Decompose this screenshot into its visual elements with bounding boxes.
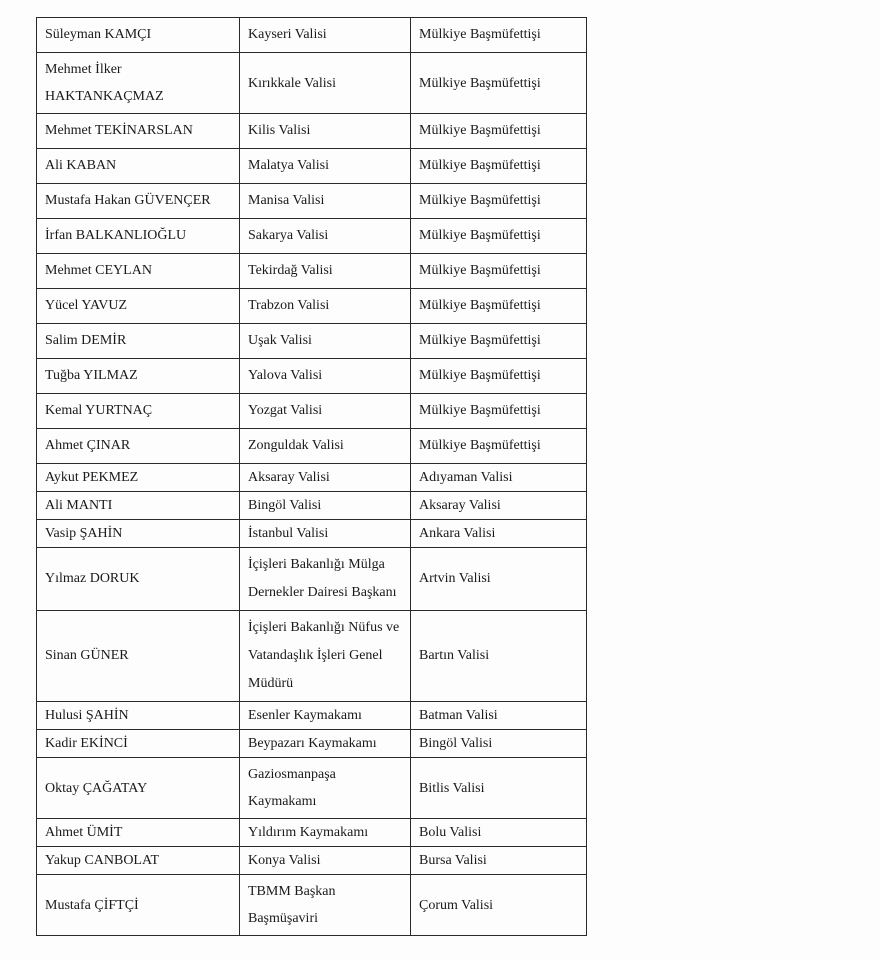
table-row xyxy=(37,464,587,492)
new-post-cell: Bingöl Valisi xyxy=(411,730,587,758)
table-row xyxy=(37,847,587,875)
table-row xyxy=(37,702,587,730)
person-name-cell: Yakup CANBOLAT xyxy=(37,847,240,875)
new-post-cell: Mülkiye Başmüfettişi xyxy=(411,114,587,149)
current-post-cell: Manisa Valisi xyxy=(240,184,411,219)
person-name-cell: Kemal YURTNAÇ xyxy=(37,394,240,429)
current-post-cell: Kayseri Valisi xyxy=(240,18,411,53)
new-post-cell: Mülkiye Başmüfettişi xyxy=(411,429,587,464)
table-row xyxy=(37,730,587,758)
table-row xyxy=(37,359,587,394)
table-row xyxy=(37,149,587,184)
new-post-cell: Mülkiye Başmüfettişi xyxy=(411,394,587,429)
new-post-cell: Bitlis Valisi xyxy=(411,758,587,819)
table-row xyxy=(37,254,587,289)
person-name-cell: Oktay ÇAĞATAY xyxy=(37,758,240,819)
table-row xyxy=(37,18,587,53)
current-post-cell: Kırıkkale Valisi xyxy=(240,53,411,114)
new-post-cell: Mülkiye Başmüfettişi xyxy=(411,289,587,324)
person-name-cell: Süleyman KAMÇI xyxy=(37,18,240,53)
table-row xyxy=(37,492,587,520)
table-row xyxy=(37,875,587,936)
current-post-cell: İçişleri Bakanlığı Nüfus ve Vatandaşlık İşleri Genel Müdürü xyxy=(240,611,411,702)
person-name-cell: Ahmet ÇINAR xyxy=(37,429,240,464)
new-post-cell: Mülkiye Başmüfettişi xyxy=(411,254,587,289)
person-name-cell: Yücel YAVUZ xyxy=(37,289,240,324)
table-row xyxy=(37,758,587,819)
person-name-cell: Ali KABAN xyxy=(37,149,240,184)
table-row xyxy=(37,324,587,359)
new-post-cell: Artvin Valisi xyxy=(411,548,587,611)
new-post-cell: Adıyaman Valisi xyxy=(411,464,587,492)
current-post-cell: Gaziosmanpaşa Kaymakamı xyxy=(240,758,411,819)
new-post-cell: Bolu Valisi xyxy=(411,819,587,847)
current-post-cell: Malatya Valisi xyxy=(240,149,411,184)
current-post-cell: Sakarya Valisi xyxy=(240,219,411,254)
current-post-cell: Uşak Valisi xyxy=(240,324,411,359)
person-name-cell: Ali MANTI xyxy=(37,492,240,520)
current-post-cell: Zonguldak Valisi xyxy=(240,429,411,464)
current-post-cell: İçişleri Bakanlığı Mülga Dernekler Dairesi Başkanı xyxy=(240,548,411,611)
person-name-cell: Mehmet TEKİNARSLAN xyxy=(37,114,240,149)
appointments-table xyxy=(36,17,587,936)
table-row xyxy=(37,429,587,464)
new-post-cell: Mülkiye Başmüfettişi xyxy=(411,359,587,394)
table-row xyxy=(37,611,587,702)
person-name-cell: Mustafa Hakan GÜVENÇER xyxy=(37,184,240,219)
person-name-cell: Vasip ŞAHİN xyxy=(37,520,240,548)
current-post-cell: Konya Valisi xyxy=(240,847,411,875)
current-post-cell: Aksaray Valisi xyxy=(240,464,411,492)
person-name-cell: Salim DEMİR xyxy=(37,324,240,359)
current-post-cell: Tekirdağ Valisi xyxy=(240,254,411,289)
current-post-cell: Yalova Valisi xyxy=(240,359,411,394)
person-name-cell: Sinan GÜNER xyxy=(37,611,240,702)
current-post-cell: Esenler Kaymakamı xyxy=(240,702,411,730)
current-post-cell: Beypazarı Kaymakamı xyxy=(240,730,411,758)
table-row xyxy=(37,289,587,324)
new-post-cell: Bursa Valisi xyxy=(411,847,587,875)
current-post-cell: Yozgat Valisi xyxy=(240,394,411,429)
table-row xyxy=(37,548,587,611)
person-name-cell: Aykut PEKMEZ xyxy=(37,464,240,492)
person-name-cell: İrfan BALKANLIOĞLU xyxy=(37,219,240,254)
table-row xyxy=(37,819,587,847)
new-post-cell: Aksaray Valisi xyxy=(411,492,587,520)
table-row xyxy=(37,114,587,149)
new-post-cell: Mülkiye Başmüfettişi xyxy=(411,18,587,53)
new-post-cell: Batman Valisi xyxy=(411,702,587,730)
new-post-cell: Mülkiye Başmüfettişi xyxy=(411,184,587,219)
current-post-cell: İstanbul Valisi xyxy=(240,520,411,548)
current-post-cell: Kilis Valisi xyxy=(240,114,411,149)
table-row xyxy=(37,53,587,114)
new-post-cell: Çorum Valisi xyxy=(411,875,587,936)
new-post-cell: Mülkiye Başmüfettişi xyxy=(411,149,587,184)
person-name-cell: Hulusi ŞAHİN xyxy=(37,702,240,730)
table-row xyxy=(37,394,587,429)
person-name-cell: Mehmet İlker HAKTANKAÇMAZ xyxy=(37,53,240,114)
table-row xyxy=(37,184,587,219)
table-row xyxy=(37,520,587,548)
person-name-cell: Tuğba YILMAZ xyxy=(37,359,240,394)
current-post-cell: TBMM Başkan Başmüşaviri xyxy=(240,875,411,936)
new-post-cell: Mülkiye Başmüfettişi xyxy=(411,53,587,114)
new-post-cell: Bartın Valisi xyxy=(411,611,587,702)
current-post-cell: Bingöl Valisi xyxy=(240,492,411,520)
appointments-table-body xyxy=(37,18,587,936)
table-row xyxy=(37,219,587,254)
new-post-cell: Ankara Valisi xyxy=(411,520,587,548)
new-post-cell: Mülkiye Başmüfettişi xyxy=(411,219,587,254)
person-name-cell: Yılmaz DORUK xyxy=(37,548,240,611)
person-name-cell: Kadir EKİNCİ xyxy=(37,730,240,758)
person-name-cell: Mehmet CEYLAN xyxy=(37,254,240,289)
person-name-cell: Mustafa ÇİFTÇİ xyxy=(37,875,240,936)
current-post-cell: Trabzon Valisi xyxy=(240,289,411,324)
new-post-cell: Mülkiye Başmüfettişi xyxy=(411,324,587,359)
person-name-cell: Ahmet ÜMİT xyxy=(37,819,240,847)
current-post-cell: Yıldırım Kaymakamı xyxy=(240,819,411,847)
